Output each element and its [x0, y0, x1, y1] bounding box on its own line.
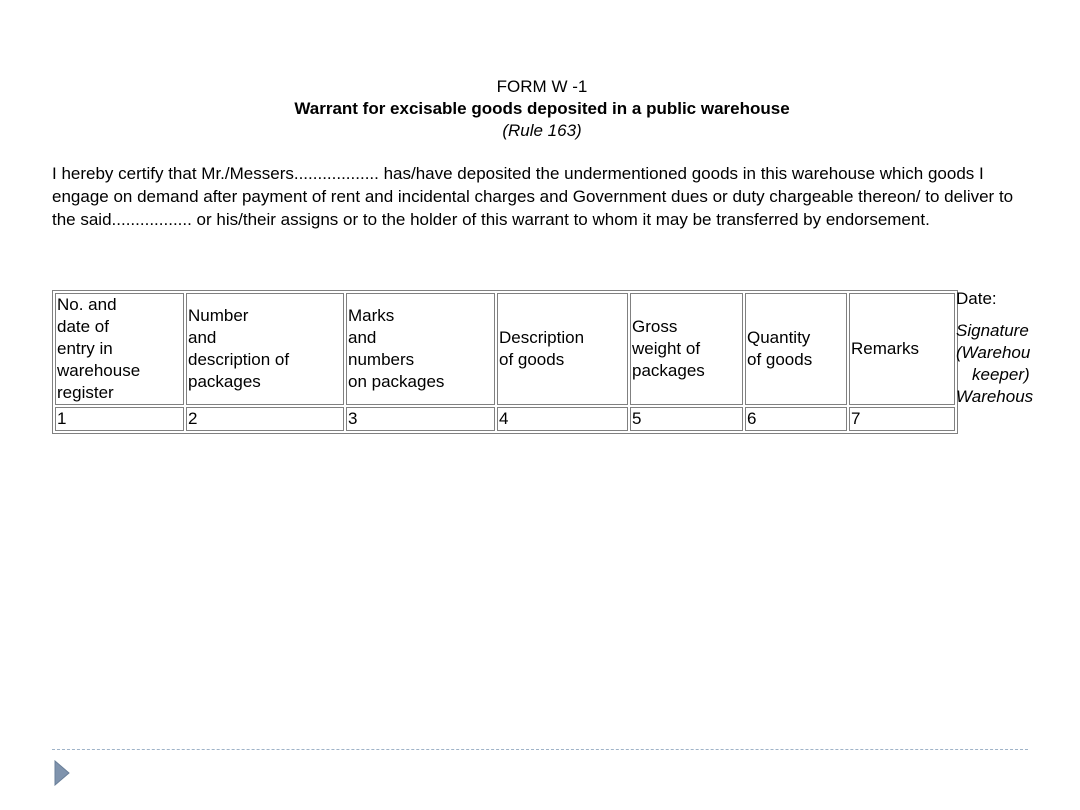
form-title: FORM W -1 [496, 77, 588, 96]
warehouse-label: Warehous [956, 387, 1033, 406]
table-number-row [55, 407, 955, 431]
header-cell-remarks: Remarks [849, 293, 955, 405]
form-header [52, 76, 1032, 142]
certification-paragraph: I hereby certify that Mr./Messers.................. has/have deposited the undermentioned goods in this warehouse which goods I engage on demand after payment of rent and incidental charges and Government dues or duty chargeable thereon/ to deliver to the said................. or his/their assigns or to the holder of this warrant to whom it may be transferred by endorsement. [52, 164, 1014, 229]
footer-divider [52, 749, 1028, 750]
triangle-right-icon[interactable] [54, 760, 70, 786]
column-number: 3 [346, 407, 495, 431]
header-cell-entry: No. and date of entry in warehouse register [55, 293, 184, 405]
header-cell-quantity: Quantity of goods [745, 293, 847, 405]
signature-block [956, 288, 1033, 408]
form-subtitle: Warrant for excisable goods deposited in a public warehouse [294, 99, 790, 118]
goods-table [52, 290, 958, 434]
header-cell-gross-weight: Gross weight of packages [630, 293, 743, 405]
table-header-row [55, 293, 955, 405]
column-number: 4 [497, 407, 628, 431]
header-cell-marks: Marks and numbers on packages [346, 293, 495, 405]
form-rule-reference: (Rule 163) [502, 121, 582, 140]
header-cell-packages: Number and description of packages [186, 293, 344, 405]
column-number: 7 [849, 407, 955, 431]
header-cell-description: Description of goods [497, 293, 628, 405]
column-number: 5 [630, 407, 743, 431]
column-number: 2 [186, 407, 344, 431]
column-number: 6 [745, 407, 847, 431]
warehouse-keeper-label-continued: keeper) [972, 365, 1030, 384]
signature-label: Signature [956, 321, 1029, 340]
column-number: 1 [55, 407, 184, 431]
warehouse-keeper-label: (Warehou [956, 343, 1031, 362]
date-label: Date: [956, 289, 997, 308]
